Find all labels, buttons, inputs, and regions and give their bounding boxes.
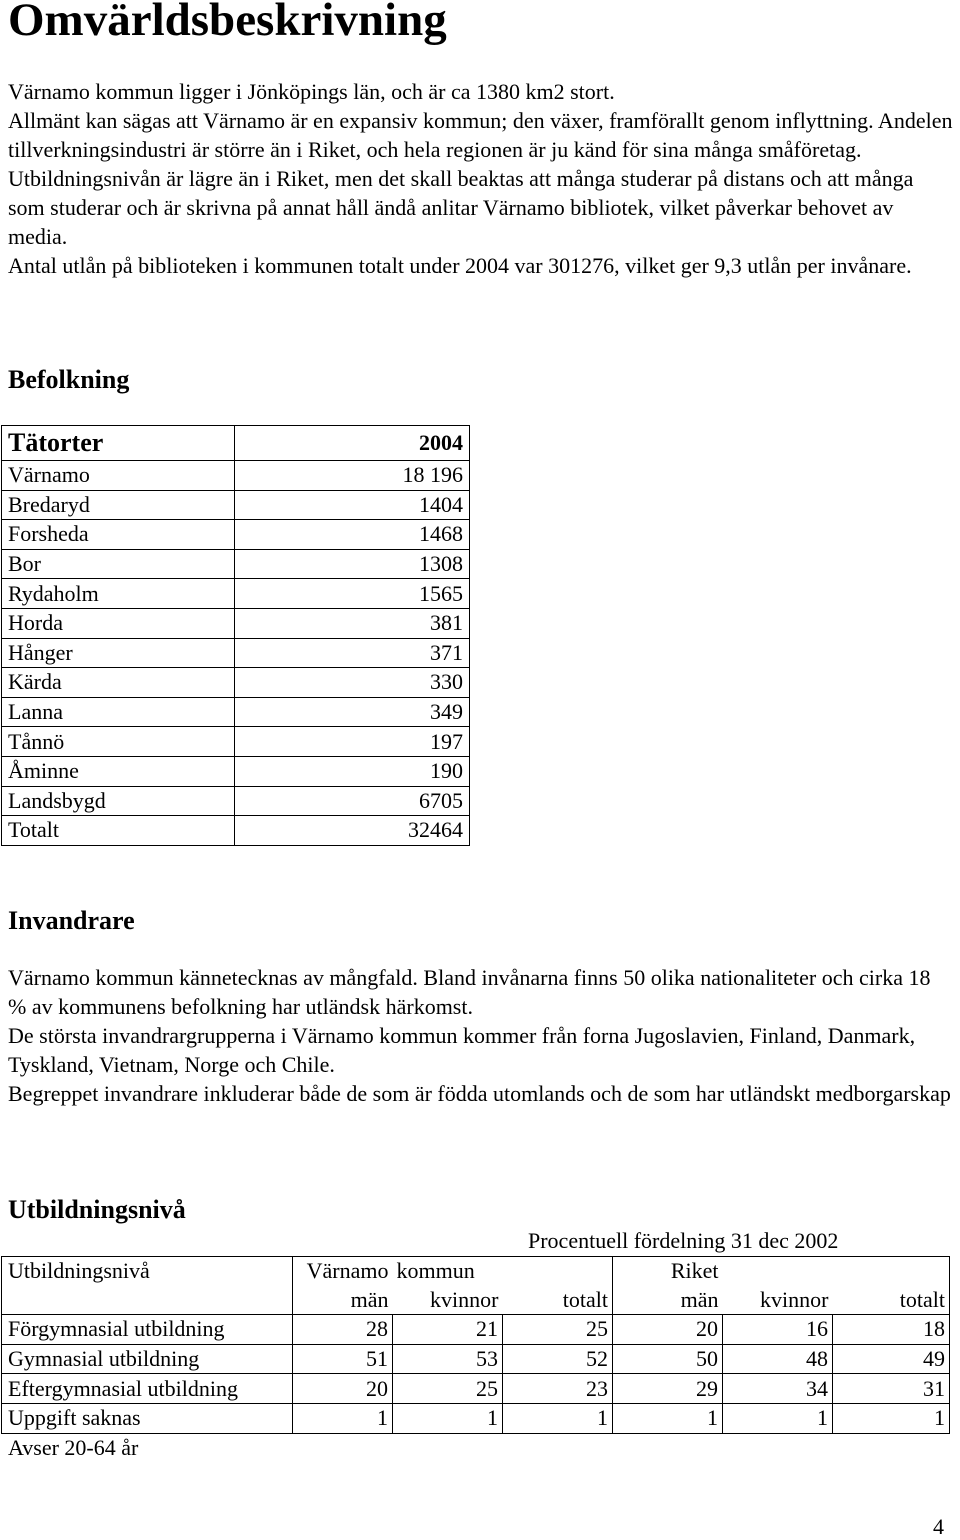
value-cell: 50 [613,1344,723,1374]
population-value: 1468 [235,520,470,550]
table-subheader-row [2,1286,950,1315]
table-row [2,490,470,520]
place-name: Hånger [2,638,235,668]
value-cell: 31 [833,1374,950,1404]
population-value: 371 [235,638,470,668]
value-cell: 53 [393,1344,503,1374]
education-level: Gymnasial utbildning [2,1344,293,1374]
population-table [1,425,470,846]
population-value: 1404 [235,490,470,520]
table-row [2,520,470,550]
value-cell: 29 [613,1374,723,1404]
value-cell: 25 [393,1374,503,1404]
population-value: 1565 [235,579,470,609]
page-title: Omvärldsbeskrivning [8,0,447,46]
column-group-riket: Riket [613,1257,723,1286]
place-name: Horda [2,608,235,638]
place-name: Åminne [2,756,235,786]
education-table-subtitle: Procentuell fördelning 31 dec 2002 [528,1228,839,1253]
place-name: Forsheda [2,520,235,550]
section-heading-utbildning: Utbildningsnivå [8,1195,186,1224]
value-cell: 48 [723,1344,833,1374]
education-table [1,1256,950,1434]
table-row [2,1344,950,1374]
value-cell: 1 [503,1403,613,1433]
column-header-year: 2004 [235,426,470,461]
place-name: Värnamo [2,461,235,491]
table-row [2,816,470,846]
place-name: Kärda [2,668,235,698]
population-value: 381 [235,608,470,638]
immigration-text [8,963,953,1108]
column-group-kommun: kommun [393,1257,503,1286]
value-cell: 25 [503,1315,613,1345]
intro-paragraph: Allmänt kan sägas att Värnamo är en expansiv kommun; den växer, framförallt genom inflyttning. Andelen tillverkningsindustri är större än i Riket, och hela regionen är ju känd för sina många småföretag. Utbildningsnivån är lägre än i Riket, men det skall beaktas att många studerar på distans och att många som studerar och är skrivna på annat håll ändå anlitar Värnamo bibliotek, vilket påverkar behovet av media. [8,108,953,249]
value-cell: 1 [833,1403,950,1433]
value-cell: 34 [723,1374,833,1404]
column-header-kvinnor: kvinnor [393,1286,503,1315]
population-value: 197 [235,727,470,757]
table-footnote: Avser 20-64 år [8,1435,139,1460]
value-cell: 1 [723,1403,833,1433]
value-cell: 28 [293,1315,393,1345]
value-cell: 16 [723,1315,833,1345]
header-spacer [503,1257,613,1286]
place-name: Bredaryd [2,490,235,520]
column-header-man: män [613,1286,723,1315]
value-cell: 1 [393,1403,503,1433]
place-name: Landsbygd [2,786,235,816]
population-value: 6705 [235,786,470,816]
place-name: Lanna [2,697,235,727]
education-level: Förgymnasial utbildning [2,1315,293,1345]
table-row [2,668,470,698]
table-row [2,638,470,668]
education-level: Eftergymnasial utbildning [2,1374,293,1404]
column-header-totalt: totalt [503,1286,613,1315]
place-name: Bor [2,549,235,579]
value-cell: 1 [293,1403,393,1433]
table-header-row [2,1257,950,1286]
education-level: Uppgift saknas [2,1403,293,1433]
intro-text [8,77,953,280]
value-cell: 52 [503,1344,613,1374]
place-name: Tånnö [2,727,235,757]
column-header-level: Utbildningsnivå [2,1257,293,1286]
value-cell: 23 [503,1374,613,1404]
header-spacer [723,1257,833,1286]
value-cell: 20 [293,1374,393,1404]
table-row [2,727,470,757]
value-cell: 21 [393,1315,503,1345]
intro-paragraph: Antal utlån på biblioteken i kommunen totalt under 2004 var 301276, vilket ger 9,3 utlån per invånare. [8,253,912,278]
immigration-paragraph: De största invandrargrupperna i Värnamo kommun kommer från forna Jugoslavien, Finland, Danmark, Tyskland, Vietnam, Norge och Chile. [8,1023,916,1077]
place-name: Rydaholm [2,579,235,609]
population-value: 18 196 [235,461,470,491]
immigration-paragraph: Värnamo kommun kännetecknas av mångfald. Bland invånarna finns 50 olika nationaliteter och cirka 18 % av kommunens befolkning har utländsk härkomst. [8,965,931,1019]
header-spacer [2,1286,293,1315]
section-heading-invandrare: Invandrare [8,906,135,935]
table-row [2,756,470,786]
population-value: 349 [235,697,470,727]
section-heading-befolkning: Befolkning [8,365,130,394]
column-header-place: Tätorter [2,426,235,461]
column-header-man: män [293,1286,393,1315]
table-row [2,786,470,816]
table-row [2,1403,950,1433]
population-value: 1308 [235,549,470,579]
table-header-row [2,426,470,461]
table-row [2,1374,950,1404]
column-header-totalt: totalt [833,1286,950,1315]
population-value: 330 [235,668,470,698]
value-cell: 1 [613,1403,723,1433]
intro-paragraph: Värnamo kommun ligger i Jönköpings län, och är ca 1380 km2 stort. [8,79,615,104]
place-name: Totalt [2,816,235,846]
header-spacer [833,1257,950,1286]
table-row [2,608,470,638]
table-row [2,461,470,491]
column-header-kvinnor: kvinnor [723,1286,833,1315]
column-group-varnamo: Värnamo [293,1257,393,1286]
table-row [2,697,470,727]
page-number: 4 [933,1514,944,1539]
value-cell: 49 [833,1344,950,1374]
table-row [2,549,470,579]
table-row [2,579,470,609]
population-value: 32464 [235,816,470,846]
value-cell: 18 [833,1315,950,1345]
table-row [2,1315,950,1345]
value-cell: 20 [613,1315,723,1345]
population-value: 190 [235,756,470,786]
value-cell: 51 [293,1344,393,1374]
immigration-paragraph: Begreppet invandrare inkluderar både de som är födda utomlands och de som har utländskt medborgarskap [8,1081,951,1106]
